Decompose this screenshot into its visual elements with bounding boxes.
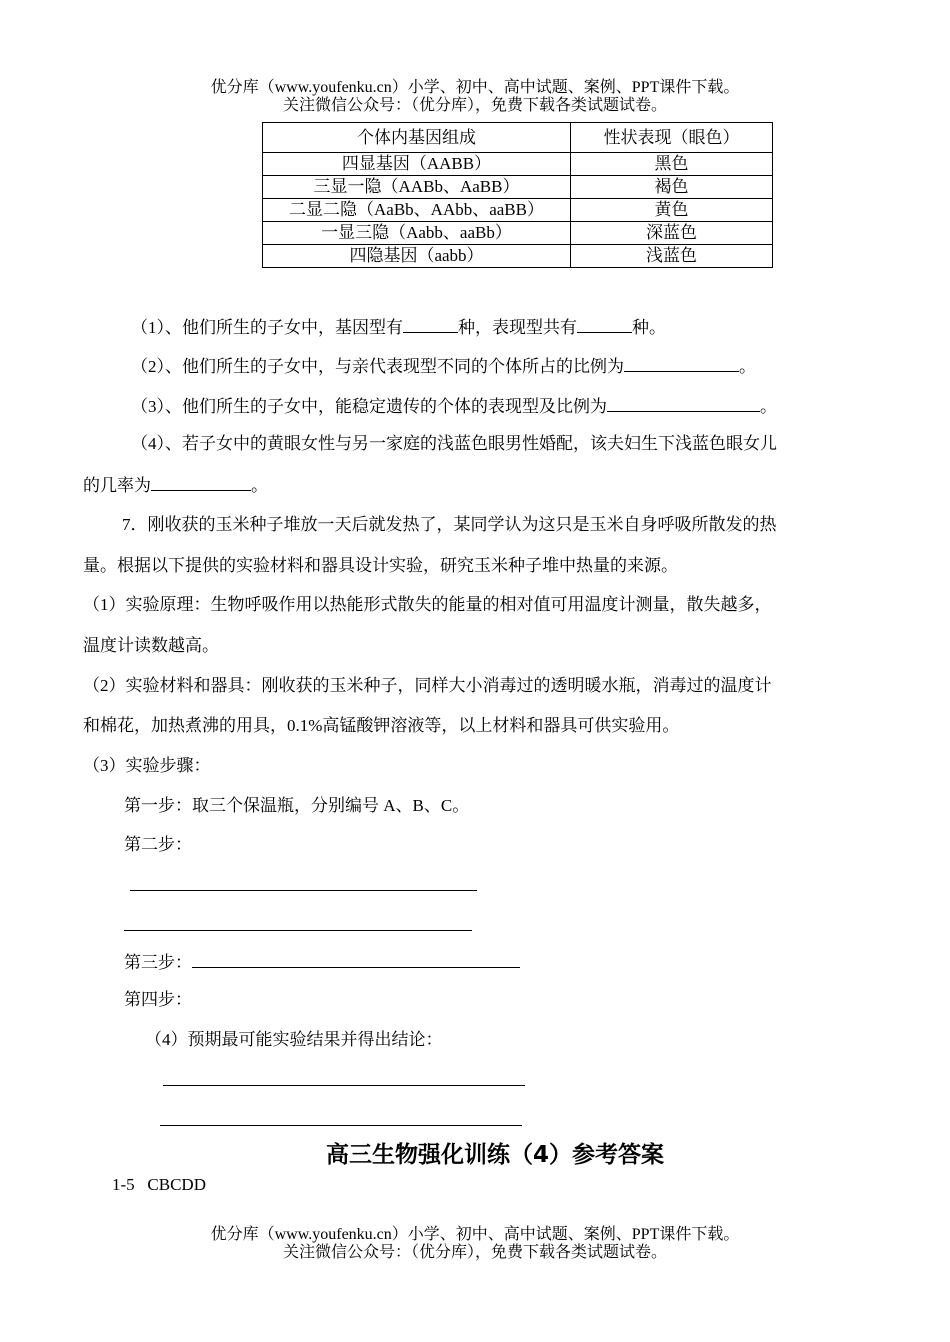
answers-title: 高三生物强化训练（4）参考答案	[325, 1142, 664, 1168]
table-cell: 四隐基因（aabb）	[263, 245, 571, 268]
answer-blank	[577, 314, 632, 333]
q7-principle-line-2: 温度计读数越高。	[83, 636, 219, 655]
table-cell: 二显二隐（AaBb、AAbb、aaBB）	[263, 199, 571, 222]
question-4-line-2	[83, 472, 268, 498]
q7-materials-line-2: 和棉花，加热煮沸的用具，0.1%高锰酸钾溶液等，以上材料和器具可供实验用。	[83, 716, 680, 735]
answer-blank	[403, 314, 458, 333]
q7-steps-label: （3）实验步骤：	[83, 756, 211, 775]
q7-step-3-label: 第三步：	[124, 953, 192, 972]
table-cell: 浅蓝色	[571, 245, 773, 268]
answer-blank	[192, 949, 520, 968]
question-2-text-a: （2）、他们所生的子女中，与亲代表现型不同的个体所占的比例为	[131, 357, 624, 376]
question-3-text-b: 。	[760, 397, 777, 416]
answer-blank	[624, 353, 739, 372]
table-header-genotype: 个体内基因组成	[263, 123, 571, 153]
table-cell: 黄色	[571, 199, 773, 222]
table-cell: 一显三隐（Aabb、aaBb）	[263, 222, 571, 245]
question-1	[131, 314, 666, 340]
question-1-text-b: 种，表现型共有	[458, 318, 577, 337]
footer-line-1: 优分库（www.youfenku.cn）小学、初中、高中试题、案例、PPT课件下载。	[210, 1226, 740, 1243]
answer-line	[124, 930, 472, 931]
q7-intro-line-2: 量。根据以下提供的实验材料和器具设计实验，研究玉米种子堆中热量的来源。	[83, 556, 678, 575]
question-4-text-a: 的几率为	[83, 476, 151, 495]
table-cell: 深蓝色	[571, 222, 773, 245]
table-cell: 黑色	[571, 153, 773, 176]
q7-intro-line-1: 7．刚收获的玉米种子堆放一天后就发热了，某同学认为这只是玉米自身呼吸所散发的热	[122, 515, 777, 534]
q7-predict: （4）预期最可能实验结果并得出结论：	[145, 1030, 443, 1049]
table-cell: 三显一隐（AABb、AaBB）	[263, 176, 571, 199]
answer-line	[130, 890, 477, 891]
answer-blank	[151, 472, 251, 491]
table-row	[263, 153, 773, 176]
header-line-2: 关注微信公众号：（优分库），免费下载各类试题试卷。	[282, 97, 667, 114]
table-cell: 四显基因（AABB）	[263, 153, 571, 176]
q7-step-1: 第一步：取三个保温瓶，分别编号 A、B、C。	[124, 796, 470, 815]
question-3	[131, 393, 777, 419]
q7-step-4: 第四步：	[124, 990, 192, 1009]
answer-blank	[607, 393, 760, 412]
answer-line	[163, 1085, 525, 1086]
footer-line-2: 关注微信公众号：（优分库），免费下载各类试题试卷。	[282, 1244, 667, 1261]
table-cell: 褐色	[571, 176, 773, 199]
table-header-phenotype: 性状表现（眼色）	[571, 123, 773, 153]
table-header-row	[263, 123, 773, 153]
genotype-table	[262, 122, 773, 268]
q7-step-2: 第二步：	[124, 835, 192, 854]
table-row	[263, 245, 773, 268]
question-4-line-1: （4）、若子女中的黄眼女性与另一家庭的浅蓝色眼男性婚配，该夫妇生下浅蓝色眼女儿	[131, 434, 777, 453]
question-2	[131, 353, 756, 379]
table-row	[263, 199, 773, 222]
answers-line-1: 1-5 CBCDD	[112, 1175, 206, 1194]
question-2-text-b: 。	[739, 357, 756, 376]
answer-line	[160, 1125, 522, 1126]
q7-step-3	[124, 949, 520, 975]
question-1-text-c: 种。	[632, 318, 666, 337]
q7-principle-line-1: （1）实验原理：生物呼吸作用以热能形式散失的能量的相对值可用温度计测量，散失越多，	[83, 595, 772, 614]
table-row	[263, 222, 773, 245]
q7-materials-line-1: （2）实验材料和器具：刚收获的玉米种子，同样大小消毒过的透明暖水瓶，消毒过的温度计	[83, 676, 772, 695]
question-3-text-a: （3）、他们所生的子女中，能稳定遗传的个体的表现型及比例为	[131, 397, 607, 416]
question-4-text-b: 。	[251, 476, 268, 495]
table-row	[263, 176, 773, 199]
question-1-text-a: （1）、他们所生的子女中，基因型有	[131, 318, 403, 337]
header-line-1: 优分库（www.youfenku.cn）小学、初中、高中试题、案例、PPT课件下载。	[210, 79, 740, 96]
